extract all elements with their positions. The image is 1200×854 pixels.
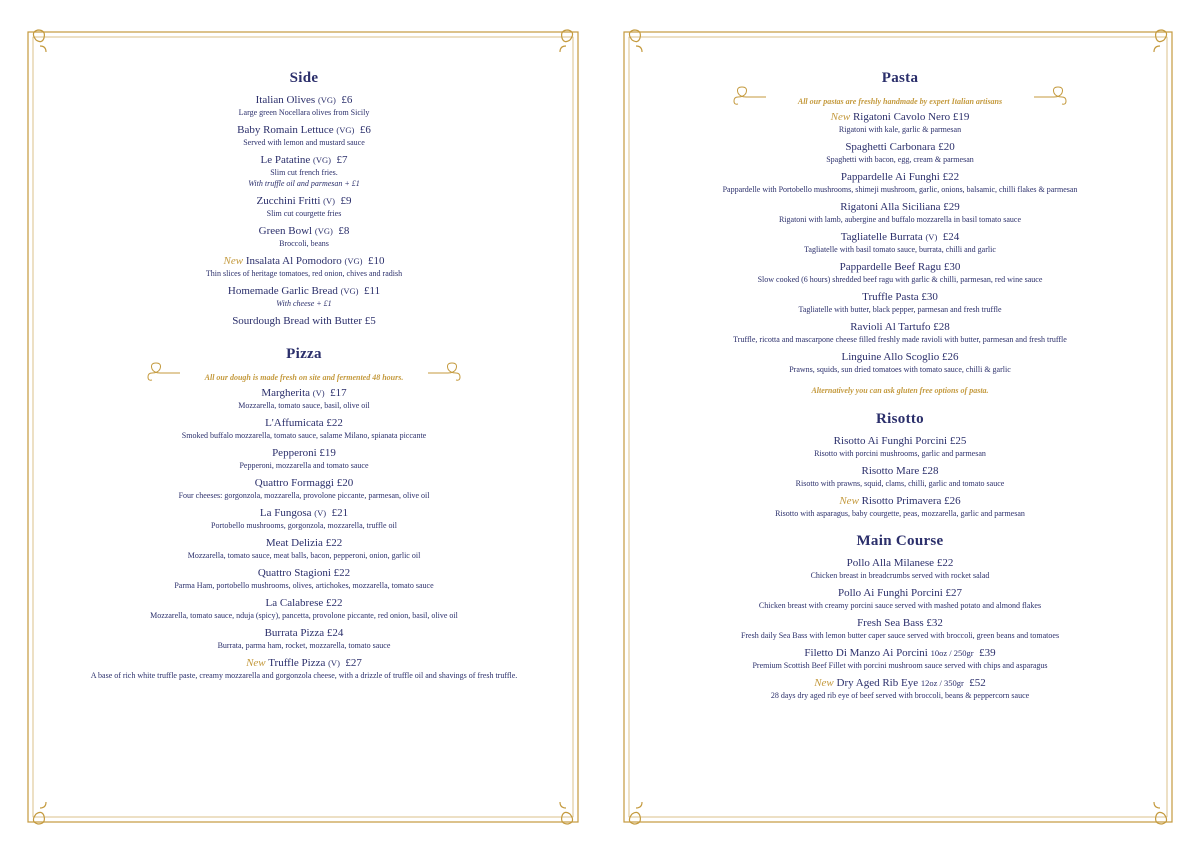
menu-item-title <box>34 506 574 520</box>
menu-item-title <box>630 464 1170 478</box>
menu-item-title <box>630 320 1170 334</box>
right-menu-page <box>600 0 1200 854</box>
menu-item-tag: (V) <box>323 196 335 206</box>
menu-item-description: Burrata, parma ham, rocket, mozzarella, tomato sauce <box>217 641 391 650</box>
menu-item-title <box>630 676 1170 690</box>
menu-item-price: £24 <box>942 231 960 243</box>
menu-item-name: Rigatoni Alla Siciliana <box>840 201 941 213</box>
menu-item-title <box>630 140 1170 154</box>
main-course-list <box>630 556 1170 701</box>
menu-item-price: £30 <box>943 261 961 273</box>
flourish-left-icon <box>732 85 768 107</box>
menu-item-tag: (V) <box>314 508 327 518</box>
menu-item-description: Rigatoni with kale, garlic & parmesan <box>838 125 962 134</box>
menu-item-description: Rigatoni with lamb, aubergine and buffalo mozzarella in basil tomato sauce <box>778 215 1022 224</box>
gluten-free-note: Alternatively you can ask gluten free options of pasta. <box>811 386 989 395</box>
menu-item-tag: 12oz / 350gr <box>920 678 964 688</box>
menu-item-name: Pepperoni <box>272 447 317 459</box>
pizza-note-row <box>34 365 574 381</box>
menu-item <box>34 566 574 591</box>
menu-item-description: Chicken breast with creamy porcini sauce served with mashed potato and almond flakes <box>758 601 1042 610</box>
menu-item-title <box>34 254 574 268</box>
menu-item-title <box>34 386 574 400</box>
menu-item-name: Pappardelle Beef Ragu <box>839 261 942 273</box>
menu-item-title <box>34 224 574 238</box>
menu-item-price: £17 <box>330 387 347 399</box>
menu-item-name: La Calabrese <box>265 597 324 609</box>
menu-item-price: £6 <box>359 124 371 136</box>
menu-item-title <box>34 476 574 490</box>
menu-item-price: £22 <box>936 557 954 569</box>
menu-item-name: Insalata Al Pomodoro <box>245 255 342 267</box>
menu-item-title <box>34 314 574 328</box>
menu-item-description: Smoked buffalo mozzarella, tomato sauce, salame Milano, spianata piccante <box>181 431 427 440</box>
menu-item-name: L'Affumicata <box>265 417 324 429</box>
menu-item <box>34 536 574 561</box>
menu-item-description: Pepperoni, mozzarella and tomato sauce <box>239 461 369 470</box>
menu-item-price: £11 <box>364 285 381 297</box>
menu-item-title <box>630 350 1170 364</box>
menu-item-description: Large green Nocellara olives from Sicily <box>238 108 370 117</box>
menu-item <box>34 506 574 531</box>
menu-item-extra: With truffle oil and parmesan + £1 <box>248 179 360 188</box>
menu-item <box>34 93 574 118</box>
menu-item-description: Spaghetti with bacon, egg, cream & parmesan <box>826 155 974 164</box>
menu-item <box>630 200 1170 225</box>
menu-item-price: £29 <box>943 201 960 213</box>
risotto-list <box>630 434 1170 519</box>
menu-item <box>630 110 1170 135</box>
menu-item-title <box>630 200 1170 214</box>
pasta-note-row <box>630 89 1170 105</box>
menu-item-description: Slow cooked (6 hours) shredded beef ragu with garlic & chilli, parmesan, red wine sauce <box>757 275 1043 284</box>
menu-item-description: Risotto with asparagus, baby courgette, peas, mozzarella, garlic and parmesan <box>775 509 1025 518</box>
menu-item-title <box>630 170 1170 184</box>
menu-item-name: Burrata Pizza <box>264 627 325 639</box>
menu-item-price: £22 <box>325 537 343 549</box>
flourish-left-icon <box>146 361 182 383</box>
menu-item-price: £21 <box>331 507 349 519</box>
right-content <box>630 68 1170 701</box>
menu-item <box>630 586 1170 611</box>
menu-item-name: Quattro Formaggi <box>254 477 334 489</box>
menu-item-name: Pollo Alla Milanese <box>846 557 935 569</box>
menu-item-price: £26 <box>944 495 961 507</box>
menu-item-title <box>34 416 574 430</box>
side-list <box>34 93 574 328</box>
menu-item-name: Risotto Mare <box>861 465 920 477</box>
menu-item-name: Zucchini Fritti <box>256 195 321 207</box>
menu-item-extra: With cheese + £1 <box>276 299 332 308</box>
menu-item-title <box>630 260 1170 274</box>
menu-item-description: Fresh daily Sea Bass with lemon butter caper sauce served with broccoli, green beans and tomatoes <box>740 631 1060 640</box>
menu-item-price: £22 <box>326 417 343 429</box>
menu-item-price: £20 <box>336 477 354 489</box>
menu-item-price: £28 <box>922 465 939 477</box>
menu-item-name: Italian Olives <box>255 94 316 106</box>
menu-item-name: Margherita <box>261 387 311 399</box>
menu-item <box>630 320 1170 345</box>
menu-item-title <box>630 586 1170 600</box>
menu-item <box>34 386 574 411</box>
menu-item-title <box>630 434 1170 448</box>
section-title-side: Side <box>289 70 319 86</box>
menu-item-title <box>34 194 574 208</box>
menu-item-tag: (VG) <box>344 256 363 266</box>
menu-item-name: Risotto Primavera <box>861 495 942 507</box>
menu-item-title <box>630 556 1170 570</box>
menu-item-description: Tagliatelle with butter, black pepper, parmesan and fresh truffle <box>798 305 1002 314</box>
menu-item-price: £39 <box>979 647 996 659</box>
menu-item <box>34 153 574 189</box>
menu-item-price: £8 <box>338 225 350 237</box>
menu-item-description: Broccoli, beans <box>279 239 329 248</box>
menu-item <box>630 290 1170 315</box>
menu-item-name: Quattro Stagioni <box>257 567 331 579</box>
menu-item <box>34 224 574 249</box>
menu-item-price: £10 <box>367 255 385 267</box>
menu-item-name: Truffle Pizza <box>268 657 326 669</box>
menu-item-price: £22 <box>333 567 351 579</box>
section-title-main-course: Main Course <box>856 533 944 549</box>
menu-item-price: £26 <box>942 351 959 363</box>
pizza-note: All our dough is made fresh on site and fermented 48 hours. <box>204 373 404 382</box>
menu-item <box>630 260 1170 285</box>
menu-item-price: £27 <box>945 587 963 599</box>
new-badge: New <box>223 255 244 267</box>
menu-item-tag: (VG) <box>336 125 355 135</box>
menu-item-name: Meat Delizia <box>265 537 323 549</box>
pasta-list <box>630 110 1170 375</box>
menu-item-description: Slim cut courgette fries <box>266 209 342 218</box>
menu-item-name: Ravioli Al Tartufo <box>850 321 931 333</box>
menu-item <box>630 494 1170 519</box>
menu-item <box>630 434 1170 459</box>
menu-item-name: Rigatoni Cavolo Nero <box>852 111 951 123</box>
menu-item <box>34 626 574 651</box>
menu-item <box>34 416 574 441</box>
menu-item-name: Dry Aged Rib Eye <box>836 677 919 689</box>
menu-item-description: Four cheeses: gorgonzola, mozzarella, provolone piccante, parmesan, olive oil <box>178 491 430 500</box>
menu-item-name: Homemade Garlic Bread <box>227 285 338 297</box>
menu-item <box>630 646 1170 671</box>
menu-item-tag: (VG) <box>313 155 331 165</box>
menu-item-title <box>630 494 1170 508</box>
menu-item <box>34 446 574 471</box>
menu-item-price: £52 <box>969 677 986 689</box>
menu-item-description: Slim cut french fries. <box>270 168 338 177</box>
menu-item-title <box>34 536 574 550</box>
menu-item-title <box>34 153 574 167</box>
menu-item <box>630 170 1170 195</box>
menu-item-title <box>34 284 574 298</box>
menu-item-description: Thin slices of heritage tomatoes, red onion, chives and radish <box>205 269 403 278</box>
menu-item-tag: (V) <box>328 658 340 668</box>
menu-item-description: Tagliatelle with basil tomato sauce, burrata, chilli and garlic <box>804 245 996 254</box>
menu-item-price: £28 <box>933 321 950 333</box>
menu-item-description: Pappardelle with Portobello mushrooms, shimeji mushroom, garlic, onions, balsamic, chilli flakes & parmesan <box>722 185 1078 194</box>
menu-item-price: £7 <box>336 154 348 166</box>
menu-item-title <box>34 626 574 640</box>
menu-item-name: Risotto Ai Funghi Porcini <box>833 435 948 447</box>
menu-item-tag: (V) <box>312 388 325 398</box>
menu-item <box>630 676 1170 701</box>
menu-item-name: Pollo Ai Funghi Porcini <box>837 587 943 599</box>
menu-item-name: Pappardelle Ai Funghi <box>840 171 940 183</box>
menu-item <box>34 656 574 681</box>
flourish-right-icon <box>1032 85 1068 107</box>
menu-item-name: Linguine Allo Scoglio <box>841 351 940 363</box>
pizza-list <box>34 386 574 681</box>
menu-item <box>34 314 574 328</box>
new-badge: New <box>246 657 266 669</box>
new-badge: New <box>830 111 851 123</box>
menu-item-description: Risotto with porcini mushrooms, garlic and parmesan <box>814 449 986 458</box>
menu-item <box>630 230 1170 255</box>
menu-item-title <box>34 446 574 460</box>
menu-item-description: Portobello mushrooms, gorgonzola, mozzarella, truffle oil <box>211 521 397 530</box>
menu-item-tag: (VG) <box>340 286 359 296</box>
menu-item-description: Risotto with prawns, squid, clams, chilli, garlic and tomato sauce <box>795 479 1005 488</box>
menu-item <box>630 350 1170 375</box>
section-title-risotto: Risotto <box>876 411 924 427</box>
menu-item-description: Chicken breast in breadcrumbs served with rocket salad <box>810 571 990 580</box>
menu-item-title <box>630 230 1170 244</box>
section-title-pasta: Pasta <box>881 70 919 86</box>
menu-item-price: £19 <box>952 111 970 123</box>
menu-item-name: Baby Romain Lettuce <box>237 124 334 136</box>
menu-item-tag: (VG) <box>317 95 336 105</box>
menu-item-name: Sourdough Bread with Butter <box>232 315 363 327</box>
menu-item-title <box>34 566 574 580</box>
menu-item-name: La Fungosa <box>259 507 312 519</box>
menu-item-name: Le Patatine <box>260 154 311 166</box>
menu-item-description: Mozzarella, tomato sauce, nduja (spicy), pancetta, provolone piccante, red onion, basil, olive oil <box>150 611 458 620</box>
menu-item-description: Parma Ham, portobello mushrooms, olives, artichokes, mozzarella, tomato sauce <box>174 581 434 590</box>
menu-item-price: £32 <box>926 617 943 629</box>
menu-item <box>630 140 1170 165</box>
menu-item-price: £24 <box>326 627 344 639</box>
menu-item-description: Mozzarella, tomato sauce, meat balls, bacon, pepperoni, onion, garlic oil <box>187 551 421 560</box>
menu-item-title <box>630 646 1170 660</box>
menu-item-name: Spaghetti Carbonara <box>845 141 936 153</box>
menu-item-price: £19 <box>319 447 336 459</box>
new-badge: New <box>814 677 834 689</box>
menu-item-description: 28 days dry aged rib eye of beef served with broccoli, beans & peppercorn sauce <box>770 691 1030 700</box>
menu-item-name: Fresh Sea Bass <box>857 617 924 629</box>
menu-item-price: £25 <box>949 435 967 447</box>
menu-item-price: £22 <box>325 597 343 609</box>
menu-item-description: Prawns, squids, sun dried tomatoes with tomato sauce, chilli & garlic <box>789 365 1011 374</box>
menu-item-title <box>630 616 1170 630</box>
menu-item-name: Truffle Pasta <box>862 291 919 303</box>
menu-item-tag: (VG) <box>314 226 333 236</box>
menu-item <box>630 464 1170 489</box>
menu-item-description: Served with lemon and mustard sauce <box>243 138 365 147</box>
new-badge: New <box>839 495 859 507</box>
menu-item <box>630 556 1170 581</box>
menu-item-title <box>34 656 574 670</box>
menu-item-title <box>630 290 1170 304</box>
section-title-pizza: Pizza <box>286 346 322 362</box>
menu-item-description: Mozzarella, tomato sauce, basil, olive oil <box>238 401 370 410</box>
menu-item-price: £5 <box>364 315 376 327</box>
menu-item-title <box>34 123 574 137</box>
menu-item-price: £20 <box>938 141 955 153</box>
menu-item-name: Filetto Di Manzo Ai Porcini <box>804 647 928 659</box>
menu-item-price: £30 <box>921 291 938 303</box>
menu-item-price: £9 <box>340 195 352 207</box>
menu-item-name: Tagliatelle Burrata <box>840 231 923 243</box>
menu-item-title <box>630 110 1170 124</box>
left-content <box>34 68 574 681</box>
menu-item-title <box>34 93 574 107</box>
menu-item-title <box>34 596 574 610</box>
menu-item-price: £22 <box>942 171 960 183</box>
menu-item-tag: 10oz / 250gr <box>930 648 974 658</box>
menu-item-price: £27 <box>345 657 362 669</box>
menu-item-name: Green Bowl <box>258 225 313 237</box>
menu-item-tag: (V) <box>925 232 938 242</box>
menu-item-description: A base of rich white truffle paste, creamy mozzarella and gorgonzola cheese, with a drizzle of truffle oil and shavings of fresh truffle. <box>90 671 518 680</box>
menu-item-description: Truffle, ricotta and mascarpone cheese filled freshly made ravioli with butter, parmesan and fresh truffle <box>733 335 1067 344</box>
menu-item <box>34 254 574 279</box>
pasta-note: All our pastas are freshly handmade by expert Italian artisans <box>797 97 1003 106</box>
menu-item <box>34 596 574 621</box>
menu-item <box>34 284 574 309</box>
menu-item <box>630 616 1170 641</box>
menu-item <box>34 123 574 148</box>
menu-item <box>34 194 574 219</box>
menu-item-price: £6 <box>341 94 353 106</box>
flourish-right-icon <box>426 361 462 383</box>
menu-item-description: Premium Scottish Beef Fillet with porcini mushroom sauce served with chips and asparagus <box>752 661 1048 670</box>
menu-item <box>34 476 574 501</box>
